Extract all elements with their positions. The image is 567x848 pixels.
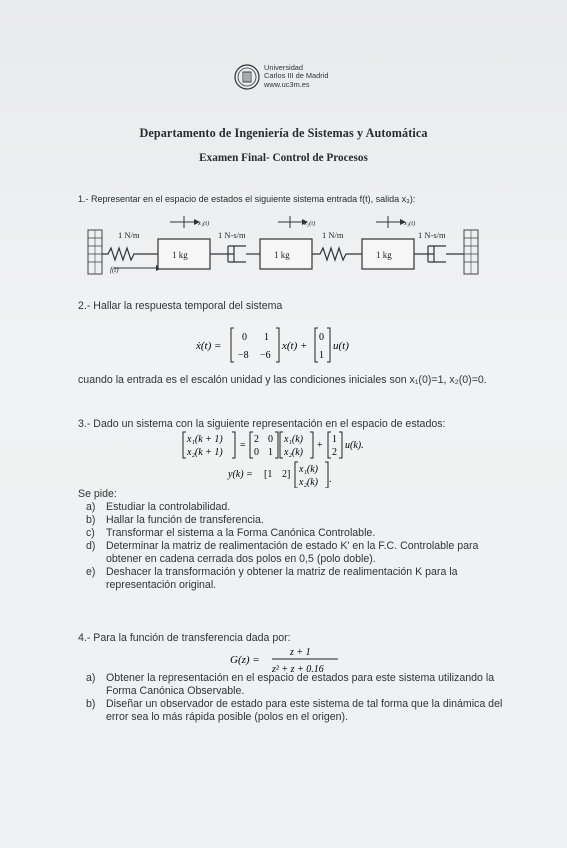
list-item: b) Diseñar un observador de estado para este sistema de tal forma que la dinámica del error sea lo más rápida posible (polos en el origen).: [86, 698, 503, 723]
spring-1: [102, 248, 158, 260]
svg-text:1: 1: [268, 447, 273, 458]
university-name: [264, 64, 329, 89]
svg-text:0: 0: [319, 332, 324, 343]
svg-text:1: 1: [319, 350, 324, 361]
svg-text:0: 0: [242, 332, 247, 343]
svg-text:x₂(k + 1): x₂(k + 1): [187, 447, 223, 458]
svg-text:−8: −8: [238, 350, 249, 361]
list-item: a) Obtener la representación en el espacio de estados para este sistema utilizando la Forma Canónica Observable.: [86, 672, 495, 697]
state-equation-q3: [182, 430, 442, 488]
svg-text:2: 2: [332, 447, 337, 458]
svg-text:=: =: [240, 440, 246, 451]
list-item: b) Hallar la función de transferencia.: [86, 514, 264, 526]
force-label: f(t): [110, 266, 119, 274]
svg-text:[1: [1: [264, 469, 273, 480]
svg-text:z² + z + 0.16: z² + z + 0.16: [272, 664, 324, 675]
svg-text:ẋ(t) =: ẋ(t) =: [196, 340, 222, 352]
right-wall: [464, 230, 478, 274]
svg-text:0: 0: [268, 434, 273, 445]
svg-text:2: 2: [254, 434, 259, 445]
svg-text:x₁(k + 1): x₁(k + 1): [187, 434, 223, 445]
question-3-text: 3.- Dado un sistema con la siguiente representación en el espacio de estados:: [78, 418, 446, 430]
department-title: Departamento de Ingeniería de Sistemas y Automática: [139, 126, 428, 140]
x3-label: x₃(t): [404, 220, 416, 227]
exam-title: Examen Final- Control de Procesos: [199, 152, 368, 164]
svg-text:u(k).: u(k).: [345, 440, 364, 451]
state-equation-q2: [196, 322, 386, 368]
question-3-items: [86, 501, 496, 592]
left-wall: [88, 230, 102, 274]
damper-1-label: 1 N-s/m: [218, 230, 246, 240]
svg-text:+: +: [317, 440, 323, 451]
damper-2-label: 1 N-s/m: [418, 230, 446, 240]
question-1-text: 1.- Representar en el espacio de estados el siguiente sistema entrada f(t), salida x₃):: [78, 194, 416, 204]
svg-text:0: 0: [254, 447, 259, 458]
question-2-conditions: cuando la entrada es el escalón unidad y las condiciones iniciales son x₁(0)=1, x₂(0)=0.: [78, 374, 487, 386]
university-line-1: Universidad: [264, 63, 304, 72]
question-4-text: 4.- Para la función de transferencia dada por:: [78, 632, 291, 644]
x2-label: x₂(t): [304, 220, 316, 227]
damper-1: [210, 246, 260, 262]
svg-text:y(k) =: y(k) =: [228, 469, 253, 480]
list-item: a) Estudiar la controlabilidad.: [86, 501, 231, 513]
mass-2-label: 1 kg: [274, 250, 290, 260]
list-item: e) Deshacer la transformación y obtener la matriz de realimentación K para la representación original.: [86, 566, 458, 591]
damper-2: [414, 246, 464, 262]
se-pide-label: Se pide:: [78, 488, 117, 500]
spring-2-label: 1 N/m: [322, 230, 344, 240]
svg-text:x₁(k): x₁(k): [284, 434, 304, 445]
svg-text:x₂(k): x₂(k): [299, 477, 319, 488]
svg-text:−6: −6: [260, 350, 271, 361]
svg-text:z + 1: z + 1: [290, 647, 311, 658]
svg-text:1: 1: [332, 434, 337, 445]
list-item: c) Transformar el sistema a la Forma Canónica Controlable.: [86, 527, 376, 539]
mass-1-label: 1 kg: [172, 250, 188, 260]
svg-text:.: .: [329, 474, 332, 485]
spring-2: [312, 248, 362, 260]
spring-1-label: 1 N/m: [118, 230, 140, 240]
university-line-2: Carlos III de Madrid: [264, 71, 329, 81]
x1-label: x₁(t): [198, 220, 210, 227]
question-2-text: 2.- Hallar la respuesta temporal del sistema: [78, 300, 283, 312]
mass-3-label: 1 kg: [376, 250, 392, 260]
svg-text:x₂(k): x₂(k): [284, 447, 304, 458]
university-seal-icon: [234, 64, 260, 90]
list-item: d) Determinar la matriz de realimentación de estado K' en la F.C. Controlable para obtener en cadena cerrada dos polos en 0,5 (polo doble).: [86, 540, 479, 565]
svg-text:G(z) =: G(z) =: [230, 654, 260, 666]
svg-text:x(t) +: x(t) +: [282, 340, 308, 352]
svg-text:1: 1: [264, 332, 269, 343]
svg-text:u(t): u(t): [333, 340, 349, 352]
svg-text:x₁(k): x₁(k): [299, 464, 319, 475]
university-url: www.uc3m.es: [264, 79, 310, 89]
mass-spring-damper-diagram: [84, 212, 484, 280]
question-4-items: [86, 672, 506, 724]
svg-text:2]: 2]: [282, 469, 291, 480]
